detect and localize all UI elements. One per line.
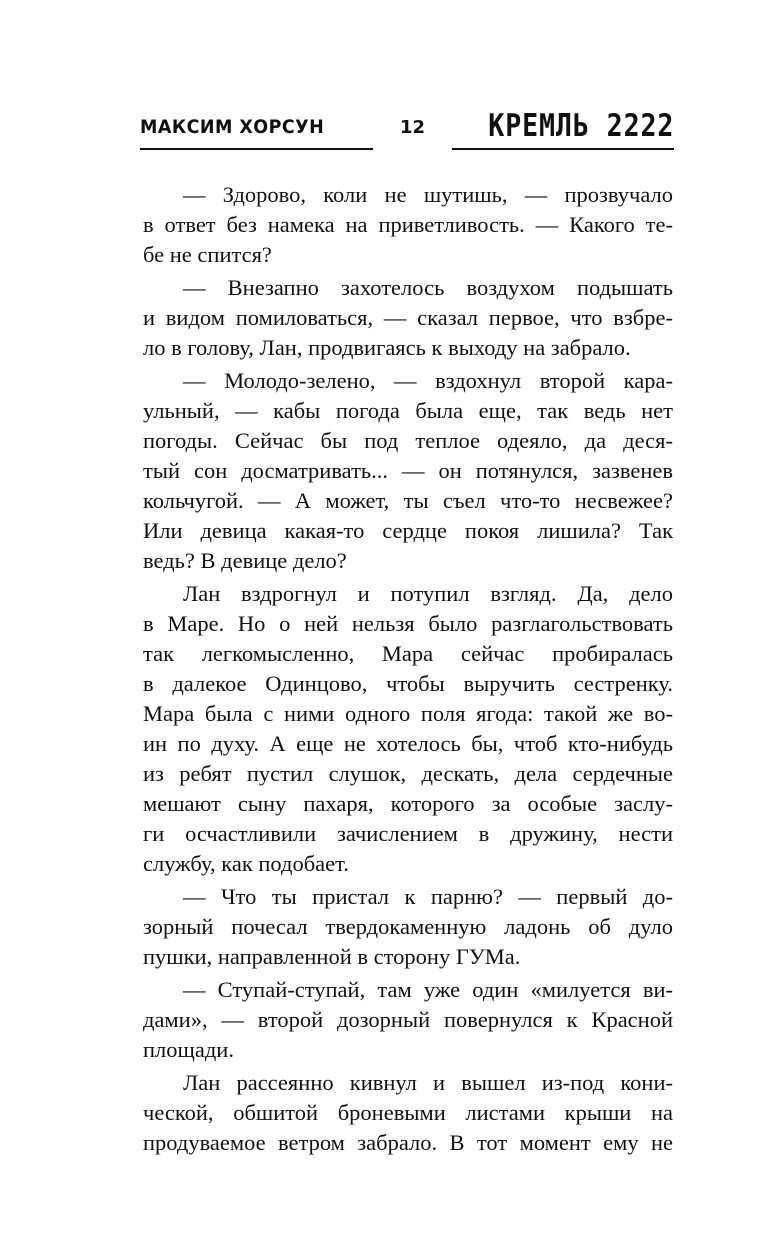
paragraph [143, 1068, 673, 1158]
body-text [143, 180, 673, 1158]
text-line: так легкомысленно, Мара сейчас пробиралась [143, 641, 673, 666]
text-line: ведь? В девице дело? [143, 548, 347, 573]
text-line: — Что ты пристал к парню? — первый до- [183, 884, 673, 909]
text-line: продуваемое ветром забрало. В тот момент ему не [143, 1130, 673, 1155]
paragraph [143, 579, 673, 879]
page-number: 12 [400, 117, 426, 138]
text-line: Лан вздрогнул и потупил взгляд. Да, дело [183, 581, 673, 606]
text-line: службу, как подобает. [143, 851, 349, 876]
text-line: — Здорово, коли не шутишь, — прозвучало [183, 182, 673, 207]
text-line: ло в голову, Лан, продвигаясь к выходу на забрало. [143, 335, 631, 360]
text-line: в Маре. Но о ней нельзя было разглагольствовать [143, 611, 673, 636]
text-line: зорный почесал твердокаменную ладонь об дуло [143, 914, 673, 939]
text-line: бе не спится? [143, 242, 272, 267]
text-line: — Ступай-ступай, там уже один «милуется ви- [183, 977, 673, 1002]
text-line: Лан рассеянно кивнул и вышел из-под кони- [183, 1070, 673, 1095]
text-line: из ребят пустил слушок, дескать, дела сердечные [143, 761, 673, 786]
paragraph [143, 366, 673, 576]
text-line: — Молодо-зелено, — вздохнул второй кара- [183, 368, 673, 393]
text-line: и видом помиловаться, — сказал первое, что взбре- [143, 305, 673, 330]
text-line: ческой, обшитой броневыми листами крыши на [143, 1100, 673, 1125]
paragraph [143, 273, 673, 363]
text-line: погоды. Сейчас бы под теплое одеяло, да деся- [143, 428, 673, 453]
running-header-series-title: КРЕМЛЬ 2222 [487, 108, 674, 144]
running-header [140, 108, 674, 156]
text-line: Или девица какая-то сердце покоя лишила? Так [143, 518, 673, 543]
text-line: в далекое Одинцово, чтобы выручить сестренку. [143, 671, 673, 696]
text-line: Мара была с ними одного поля ягода: такой же во- [143, 701, 673, 726]
text-line: кольчугой. — А может, ты съел что-то несвежее? [143, 488, 673, 513]
text-line: тый сон досматривать... — он потянулся, зазвенев [143, 458, 673, 483]
text-line: ин по духу. А еще не хотелось бы, чтоб кто-нибудь [143, 731, 673, 756]
paragraph [143, 180, 673, 270]
text-line: дами», — второй дозорный повернулся к Красной [143, 1007, 673, 1032]
paragraph [143, 882, 673, 972]
text-line: ульный, — кабы погода была еще, так ведь нет [143, 398, 673, 423]
text-line: площади. [143, 1037, 234, 1062]
text-line: в ответ без намека на приветливость. — Какого те- [143, 212, 673, 237]
text-line: пушки, направленной в сторону ГУМа. [143, 944, 521, 969]
text-line: ги осчастливили зачислением в дружину, нести [143, 821, 673, 846]
paragraph [143, 975, 673, 1065]
text-line: — Внезапно захотелось воздухом подышать [183, 275, 673, 300]
text-line: мешают сыну пахаря, которого за особые заслу- [143, 791, 673, 816]
running-header-author: МАКСИМ ХОРСУН [140, 116, 325, 138]
header-rule-right [452, 148, 674, 150]
header-rule-left [140, 148, 373, 150]
